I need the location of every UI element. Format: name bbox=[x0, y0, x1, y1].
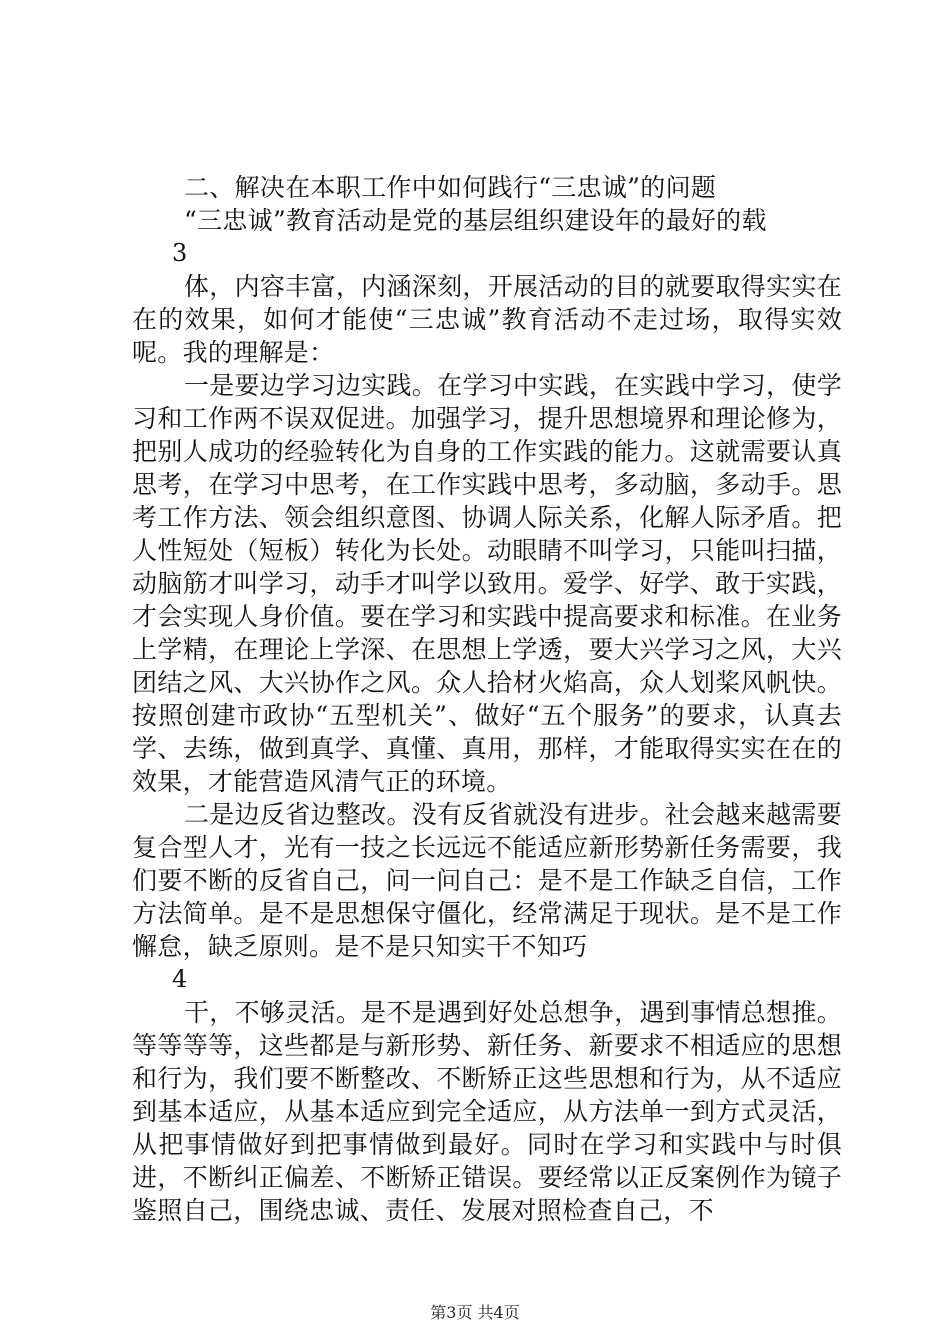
document-body bbox=[132, 171, 842, 1227]
page-number-marker: 4 bbox=[172, 965, 188, 993]
body-paragraph: 干，不够灵活。是不是遇到好处总想争，遇到事情总想推。等等等等，这些都是与新形势、新任务、新要求不相适应的思想和行为，我们要不断整改、不断矫正这些思想和行为，从不适应到基本适应，从基本适应到完全适应，从方法单一到方式灵活，从把事情做好到把事情做到最好。同时在学习和实践中与时俱进，不断纠正偏差、不断矫正错误。要经常以正反案例作为镜子鉴照自己，围绕忠诚、责任、发展对照检查自己，不 bbox=[132, 998, 842, 1225]
body-paragraph: 体，内容丰富，内涵深刻，开展活动的目的就要取得实实在在的效果，如何才能使“三忠诚”教育活动不走过场，取得实效呢。我的理解是： bbox=[132, 272, 842, 367]
section-heading: 二、解决在本职工作中如何践行“三忠诚”的问题 bbox=[184, 173, 717, 202]
page-number-marker: 3 bbox=[172, 239, 188, 267]
body-paragraph: 一是要边学习边实践。在学习中实践，在实践中学习，使学习和工作两不误双促进。加强学习，提升思想境界和理论修为，把别人成功的经验转化为自身的工作实践的能力。这就需要认真思考，在学习中思考，在工作实践中思考，多动脑，多动手。思考工作方法、领会组织意图、协调人际关系，化解人际矛盾。把人性短处（短板）转化为长处。动眼睛不叫学习，只能叫扫描，动脑筋才叫学习，动手才叫学以致用。爱学、好学、敢于实践，才会实现人身价值。要在学习和实践中提高要求和标准。在业务上学精，在理论上学深、在思想上学透，要大兴学习之风，大兴团结之风、大兴协作之风。众人拾材火焰高，众人划桨风帆快。按照创建市政协“五型机关”、做好“五个服务”的要求，认真去学、去练，做到真学、真懂、真用，那样，才能取得实实在在的效果，才能营造风清气正的环境。 bbox=[132, 371, 842, 796]
page-footer: 第3页 共4页 bbox=[430, 1303, 520, 1322]
body-paragraph: 二是边反省边整改。没有反省就没有进步。社会越来越需要复合型人才，光有一技之长远远不能适应新形势新任务需要，我们要不断的反省自己，问一问自己：是不是工作缺乏自信，工作方法简单。是不是思想保守僵化，经常满足于现状。是不是工作懈怠，缺乏原则。是不是只知实干不知巧 bbox=[132, 800, 842, 961]
body-paragraph: “三忠诚”教育活动是党的基层组织建设年的最好的载 bbox=[184, 206, 767, 235]
